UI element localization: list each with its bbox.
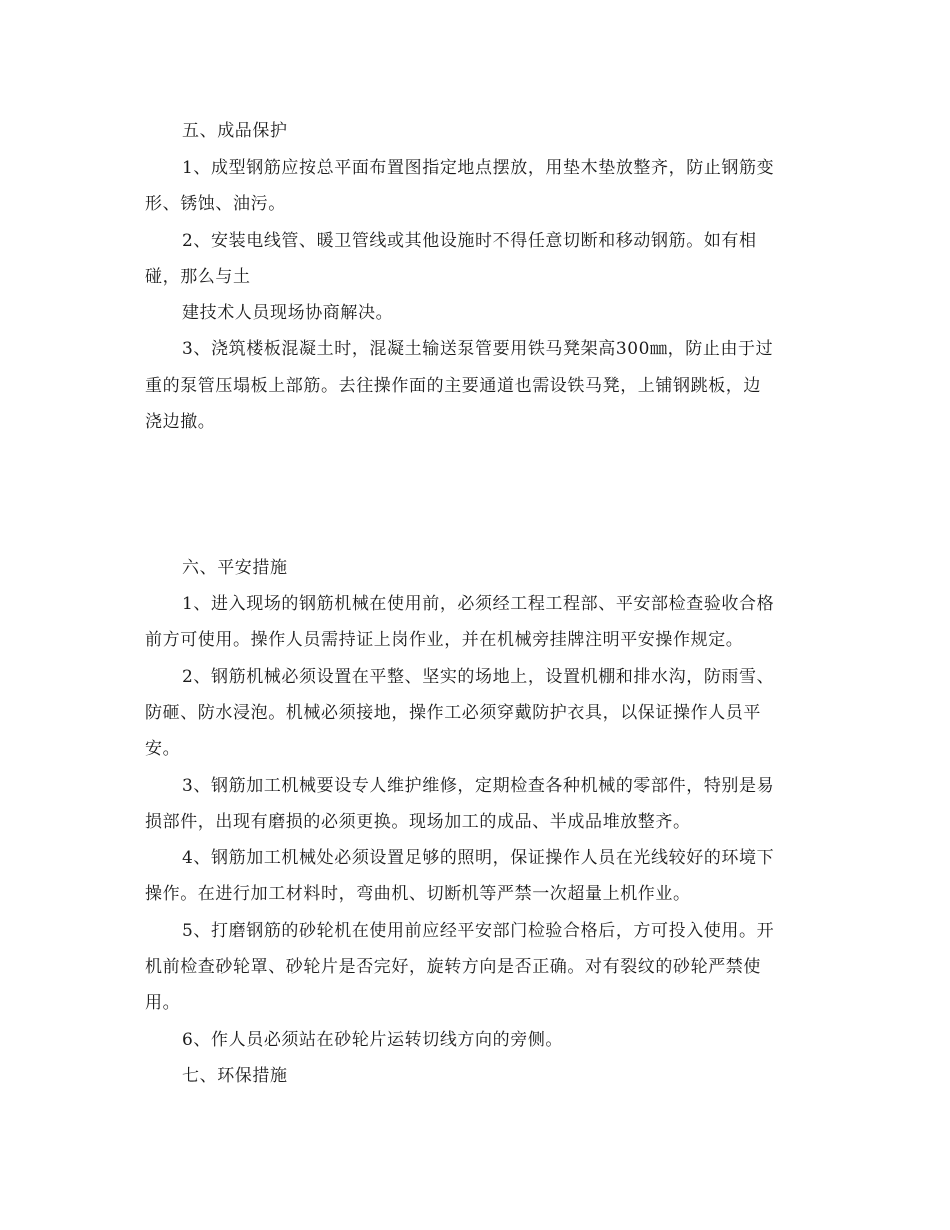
section-5-heading: 五、成品保护 bbox=[182, 121, 288, 141]
section-6-item-2-line-2: 防砸、防水浸泡。机械必须接地，操作工必须穿戴防护衣具，以保证操作人员平 bbox=[145, 703, 761, 723]
section-6-item-3-line-2: 损部件，出现有磨损的必须更换。现场加工的成品、半成品堆放整齐。 bbox=[145, 812, 691, 832]
section-6-item-2-line-1: 2、钢筋机械必须设置在平整、坚实的场地上，设置机棚和排水沟，防雨雪、 bbox=[182, 667, 775, 687]
section-5-item-2-line-3: 建技术人员现场协商解决。 bbox=[182, 303, 394, 323]
section-6-item-5-line-3: 用。 bbox=[145, 993, 181, 1013]
section-7-heading: 七、环保措施 bbox=[182, 1066, 288, 1086]
section-6-item-3-line-1: 3、钢筋加工机械要设专人维护维修，定期检查各种机械的零部件，特别是易 bbox=[182, 776, 775, 796]
section-6-item-2-line-3: 安。 bbox=[145, 739, 181, 759]
section-6-heading: 六、平安措施 bbox=[182, 558, 288, 578]
section-6-item-4-line-2: 操作。在进行加工材料时，弯曲机、切断机等严禁一次超量上机作业。 bbox=[145, 884, 691, 904]
section-6-item-1-line-2: 前方可使用。操作人员需持证上岗作业，并在机械旁挂牌注明平安操作规定。 bbox=[145, 630, 744, 650]
section-5-item-3-line-3: 浇边撤。 bbox=[145, 412, 216, 432]
section-6-item-5-line-2: 机前检查砂轮罩、砂轮片是否完好，旋转方向是否正确。对有裂纹的砂轮严禁使 bbox=[145, 957, 761, 977]
section-6-item-1-line-1: 1、进入现场的钢筋机械在使用前，必须经工程工程部、平安部检查验收合格 bbox=[182, 594, 775, 614]
section-6-item-5-line-1: 5、打磨钢筋的砂轮机在使用前应经平安部门检验合格后，方可投入使用。开 bbox=[182, 921, 775, 941]
section-5-item-3-line-1: 3、浇筑楼板混凝土时，混凝土输送泵管要用铁马凳架高300㎜，防止由于过 bbox=[182, 339, 774, 359]
section-6-item-4-line-1: 4、钢筋加工机械处必须设置足够的照明，保证操作人员在光线较好的环境下 bbox=[182, 848, 775, 868]
section-6-item-6-line-1: 6、作人员必须站在砂轮片运转切线方向的旁侧。 bbox=[182, 1030, 564, 1050]
section-5-item-2-line-1: 2、安装电线管、暖卫管线或其他设施时不得任意切断和移动钢筋。如有相 bbox=[182, 231, 757, 251]
section-5-item-3-line-2: 重的泵管压塌板上部筋。去往操作面的主要通道也需设铁马凳，上铺钢跳板，边 bbox=[145, 376, 761, 396]
section-5-item-2-line-2: 碰，那么与土 bbox=[145, 267, 251, 287]
section-5-item-1-line-2: 形、锈蚀、油污。 bbox=[145, 194, 286, 214]
section-5-item-1-line-1: 1、成型钢筋应按总平面布置图指定地点摆放，用垫木垫放整齐，防止钢筋变 bbox=[182, 158, 775, 178]
